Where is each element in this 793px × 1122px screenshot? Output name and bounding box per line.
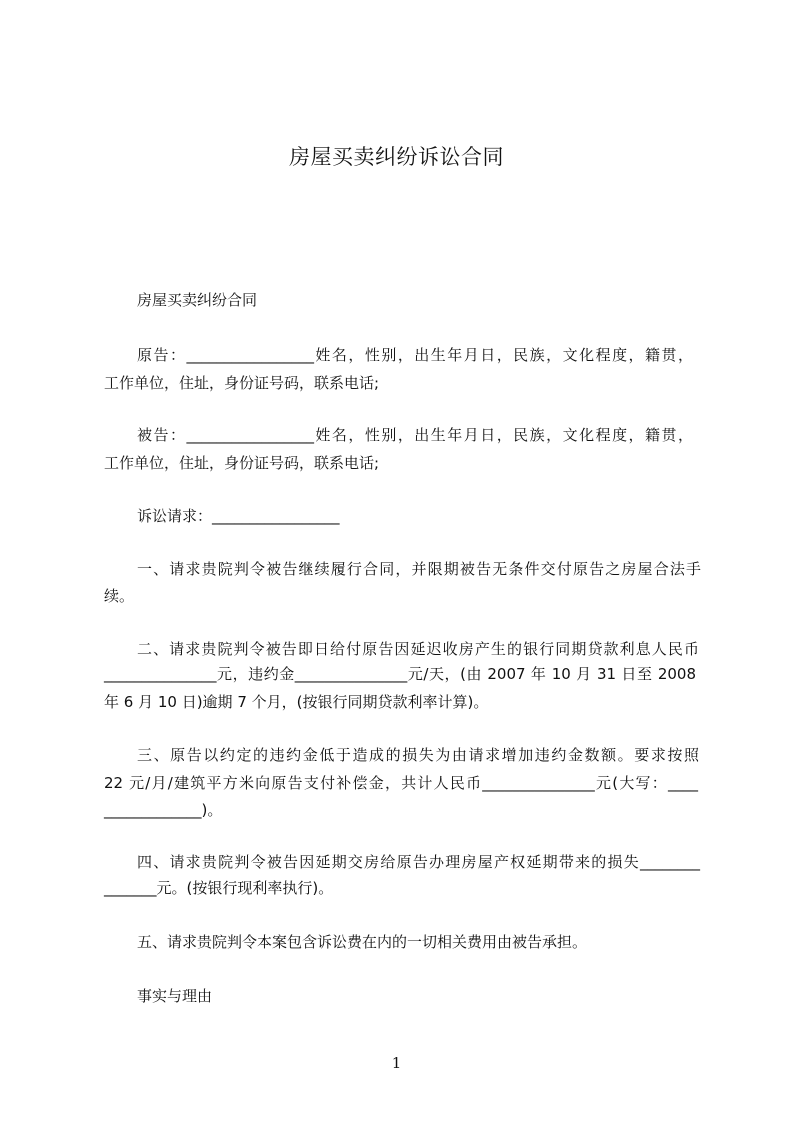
defendant-line: 被告：_________________姓名，性别，出生年月日，民族，文化程度，籍贯， (137, 426, 693, 444)
subtitle-line: 房屋买卖纠纷合同 (137, 291, 258, 309)
claim-2-line: 二、请求贵院判令被告即日给付原告因延迟收房产生的银行同期贷款利息人民币 (137, 640, 699, 658)
claim-1-line-2: 续。 (104, 587, 135, 605)
claim-2-line-2: _______________元，违约金_______________元/天，(由 2007 年 10 月 31 日至 2008 (104, 665, 696, 683)
plaintiff-line-2: 工作单位，住址，身份证号码，联系电话; (104, 374, 380, 392)
claim-5-line: 五、请求贵院判令本案包含诉讼费在内的一切相关费用由被告承担。 (137, 933, 588, 951)
claim-2-line-3: 年 6 月 10 日)逾期 7 个月，(按银行同期贷款利率计算)。 (104, 693, 489, 711)
claim-3-line-3: _____________)。 (104, 801, 223, 819)
facts-heading: 事实与理由 (137, 987, 213, 1005)
claim-3-line-2: 22 元/月/建筑平方米向原告支付补偿金，共计人民币_______________元(大写：____ (104, 774, 698, 792)
claim-1-line: 一、请求贵院判令被告继续履行合同，并限期被告无条件交付原告之房屋合法手 (137, 560, 701, 578)
claim-4-line: 四、请求贵院判令被告因延期交房给原告办理房屋产权延期带来的损失________ (137, 853, 700, 871)
plaintiff-line: 原告：_________________姓名，性别，出生年月日，民族，文化程度，籍贯， (137, 346, 693, 364)
claims-heading: 诉讼请求：_________________ (137, 507, 340, 525)
claim-4-line-2: _______元。(按银行现利率执行)。 (104, 879, 334, 897)
page-number: 1 (391, 1054, 402, 1072)
claim-3-line: 三、原告以约定的违约金低于造成的损失为由请求增加违约金数额。要求按照 (137, 746, 699, 764)
document-title: 房屋买卖纠纷诉讼合同 (289, 145, 504, 169)
defendant-line-2: 工作单位，住址，身份证号码，联系电话; (104, 454, 380, 472)
